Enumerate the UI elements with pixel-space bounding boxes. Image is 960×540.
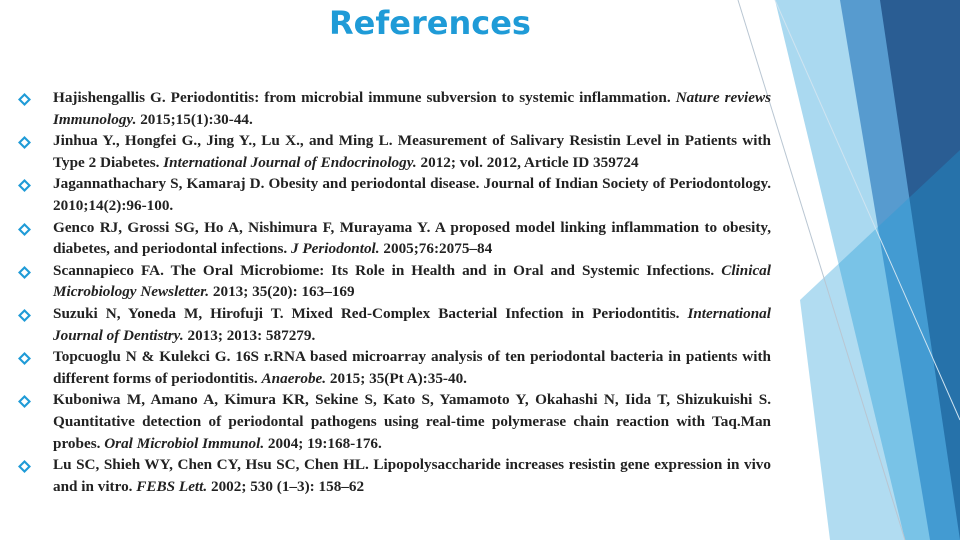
reference-details: 2013; 2013: 587279. (183, 326, 316, 344)
reference-journal: International Journal of Dentistry. (53, 304, 771, 344)
reference-item (20, 389, 771, 454)
reference-item (20, 173, 771, 216)
reference-item (20, 454, 771, 497)
reference-details: 2012; vol. 2012, Article ID 359724 (416, 153, 639, 171)
reference-text: Scannapieco FA. The Oral Microbiome: Its Role in Health and in Oral and Systemic Infections. (53, 261, 722, 279)
reference-journal: Nature reviews Immunology. (53, 89, 771, 128)
reference-text: Jagannathachary S, Kamaraj D. Obesity and periodontal disease. Journal of Indian Society of Periodontology. 2010;14(2):96-100. (53, 175, 771, 214)
reference-details: 2004; 19:168-176. (264, 434, 382, 452)
reference-item (20, 130, 771, 173)
reference-list (20, 87, 771, 497)
reference-text: Topcuoglu N & Kulekci G. 16S r.RNA based microarray analysis of ten periodontal bacteria in patients with different forms of periodontitis. (53, 348, 771, 387)
reference-text: Kuboniwa M, Amano A, Kimura KR, Sekine S, Kato S, Yamamoto Y, Okahashi N, Iida T, Shizukuishi S. Quantitative detection of periodontal pathogens using real-time polymerase chain reaction with Taq.Man probes. (53, 391, 771, 452)
diamond-bullet-icon (18, 136, 31, 149)
reference-journal: International Journal of Endocrinology. (163, 153, 417, 171)
diamond-bullet-icon (18, 352, 31, 365)
reference-item (20, 346, 771, 389)
reference-text: Genco RJ, Grossi SG, Ho A, Nishimura F, Murayama Y. A proposed model linking inflammation to obesity, diabetes, and periodontal infections. (53, 218, 771, 258)
slide-title: References (329, 4, 531, 42)
reference-item (20, 217, 771, 260)
reference-text: Suzuki N, Yoneda M, Hirofuji T. Mixed Red-Complex Bacterial Infection in Periodontitis. (53, 304, 688, 322)
reference-details: 2005;76:2075–84 (379, 240, 493, 258)
reference-details: 2002; 530 (1–3): 158–62 (207, 477, 365, 495)
diamond-bullet-icon (18, 93, 31, 106)
reference-item (20, 260, 771, 303)
reference-text: Hajishengallis G. Periodontitis: from microbial immune subversion to systemic inflammation. (53, 89, 676, 106)
reference-item (20, 303, 771, 346)
reference-journal: FEBS Lett. (136, 477, 208, 495)
reference-details: 2013; 35(20): 163–169 (209, 283, 355, 301)
diamond-bullet-icon (18, 460, 31, 473)
diamond-bullet-icon (18, 223, 31, 236)
reference-details: 2015; 35(Pt A):35-40. (326, 369, 467, 387)
diamond-bullet-icon (18, 180, 31, 193)
reference-text: Jinhua Y., Hongfei G., Jing Y., Lu X., and Ming L. Measurement of Salivary Resistin Level in Patients with Type 2 Diabetes. (53, 132, 771, 171)
reference-details: 2015;15(1):30-44. (136, 110, 253, 128)
reference-journal: J Periodontol. (290, 240, 380, 258)
reference-text: Lu SC, Shieh WY, Chen CY, Hsu SC, Chen HL. Lipopolysaccharide increases resistin gene expression in vivo and in vitro. (53, 456, 771, 495)
reference-journal: Clinical Microbiology Newsletter. (53, 261, 771, 301)
reference-journal: Oral Microbiol Immunol. (104, 434, 265, 452)
diamond-bullet-icon (18, 309, 31, 322)
diamond-bullet-icon (18, 266, 31, 279)
reference-journal: Anaerobe. (261, 369, 327, 387)
diamond-bullet-icon (18, 395, 31, 408)
reference-item (20, 87, 771, 130)
